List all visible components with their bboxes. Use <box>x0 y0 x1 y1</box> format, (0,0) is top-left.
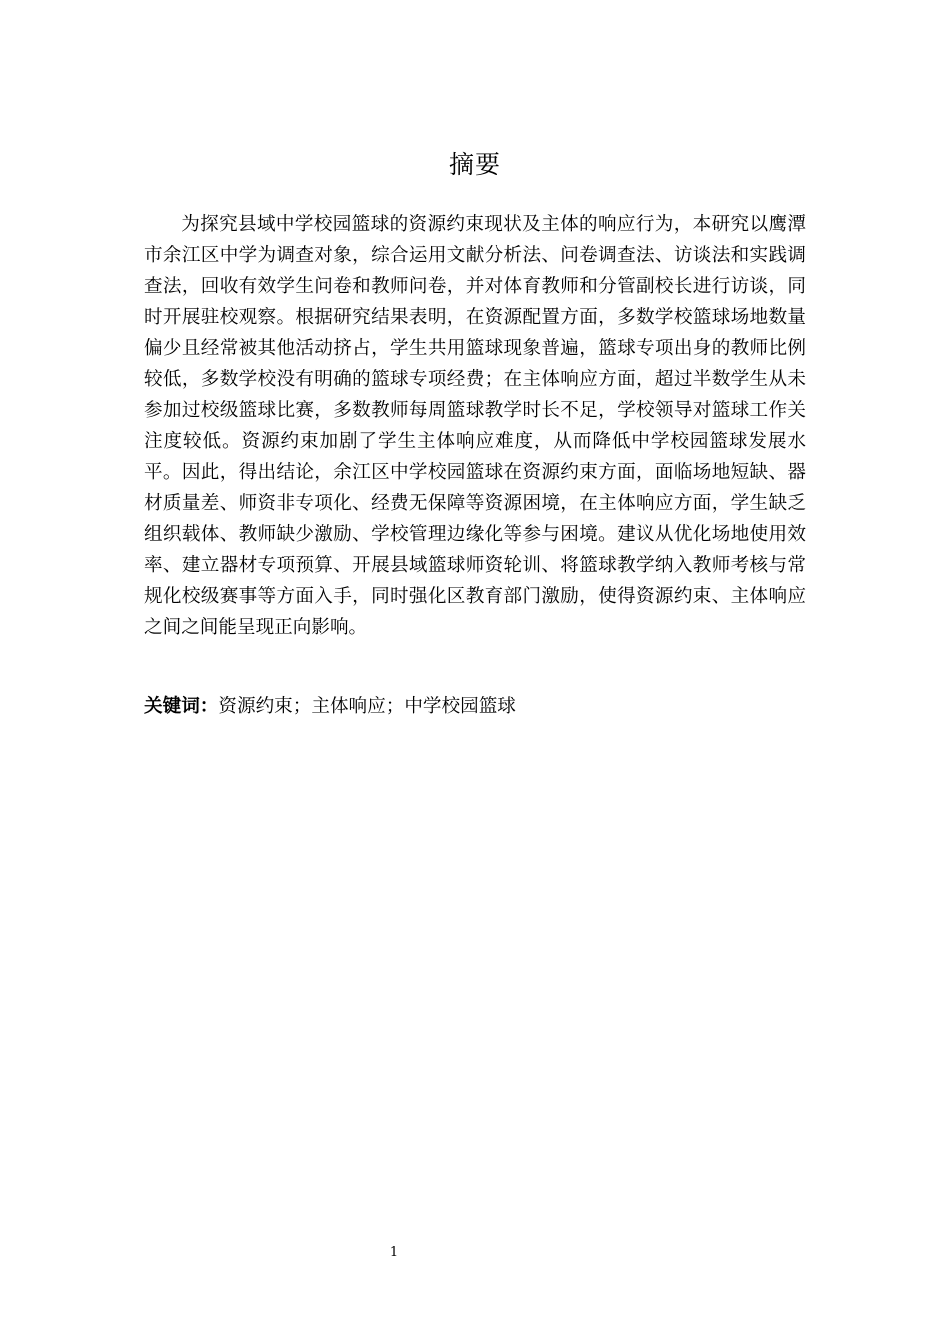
keywords-line <box>144 691 806 722</box>
page-number: 1 <box>389 1245 399 1260</box>
abstract-title: 摘要 <box>448 150 501 179</box>
keywords-label: 关键词： <box>144 696 219 717</box>
abstract-body: 为探究县域中学校园篮球的资源约束现状及主体的响应行为，本研究以鹰潭市余江区中学为调查对象，综合运用文献分析法、问卷调查法、访谈法和实践调查法，回收有效学生问卷和教师问卷，并对体育教师和分管副校长进行访谈，同时开展驻校观察。根据研究结果表明，在资源配置方面，多数学校篮球场地数量偏少且经常被其他活动挤占，学生共用篮球现象普遍，篮球专项出身的教师比例较低，多数学校没有明确的篮球专项经费；在主体响应方面，超过半数学生从未参加过校级篮球比赛，多数教师每周篮球教学时长不足，学校领导对篮球工作关注度较低。资源约束加剧了学生主体响应难度，从而降低中学校园篮球发展水平。因此，得出结论，余江区中学校园篮球在资源约束方面，面临场地短缺、器材质量差、师资非专项化、经费无保障等资源困境，在主体响应方面，学生缺乏组织载体、教师缺少激励、学校管理边缘化等参与困境。建议从优化场地使用效率、建立器材专项预算、开展县域篮球师资轮训、将篮球教学纳入教师考核与常规化校级赛事等方面入手，同时强化区教育部门激励，使得资源约束、主体响应之间之间能呈现正向影响。 <box>144 214 806 638</box>
keywords-text: 资源约束；主体响应；中学校园篮球 <box>218 696 516 717</box>
